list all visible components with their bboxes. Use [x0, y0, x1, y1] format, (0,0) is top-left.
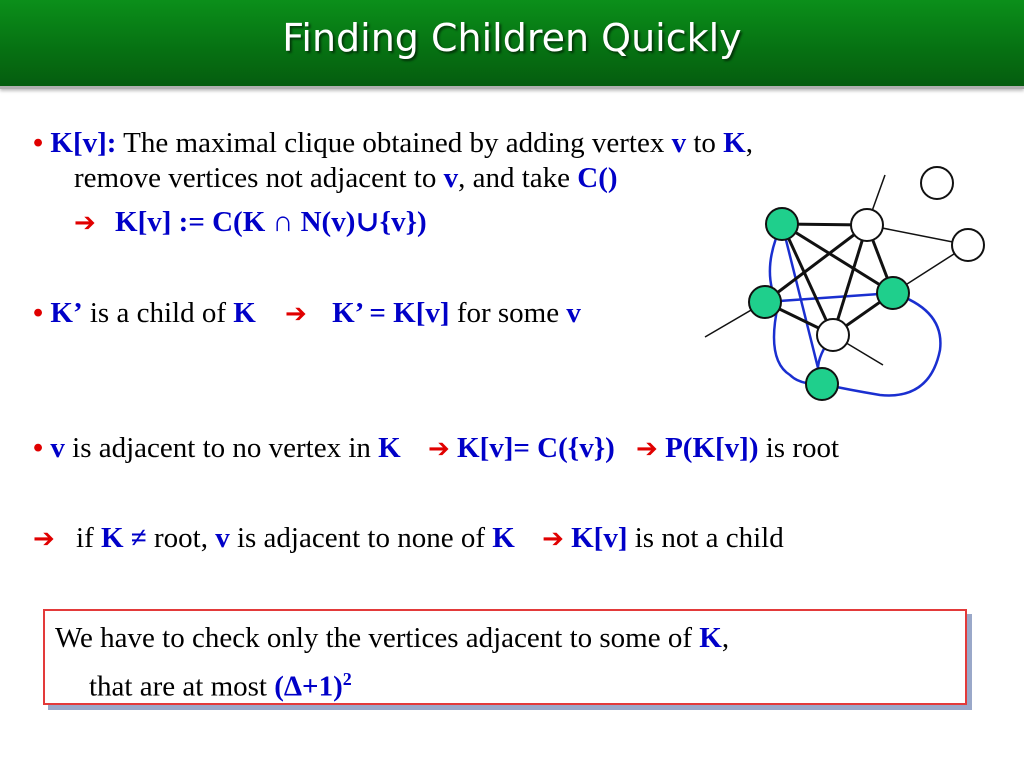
arrow-icon: ➔ [33, 524, 55, 554]
text: root, [146, 522, 216, 554]
arrow-icon: ➔ [542, 524, 564, 554]
text: , and take [458, 162, 578, 194]
exponent: 2 [342, 669, 352, 689]
arrow-icon: ➔ [74, 208, 96, 238]
k-term: K [233, 297, 256, 329]
edge [833, 225, 867, 335]
not-equal: ≠ [130, 522, 147, 554]
vertex [851, 209, 883, 241]
text: is adjacent to none of [229, 522, 493, 554]
text: that are at most [89, 670, 275, 703]
line-4 [33, 296, 581, 331]
k-term: K [723, 127, 746, 159]
edge [765, 293, 893, 302]
text: We have to check only the vertices adjacent to some of [55, 622, 700, 654]
text: , [745, 127, 753, 159]
text: , [721, 622, 730, 654]
edge [782, 224, 822, 384]
bullet: • [33, 297, 44, 329]
text: The maximal clique obtained by adding vertex [116, 127, 672, 159]
kprime-expr: K’ = K[v] [332, 297, 450, 329]
vertex [817, 319, 849, 351]
kv-definition: K[v] := C(K ∩ N(v)∪{v}) [115, 206, 427, 238]
text: is not a child [627, 522, 784, 554]
kv-root-expr: K[v]= C({v}) [457, 432, 615, 464]
clique-vertex [749, 286, 781, 318]
clique-vertex [766, 208, 798, 240]
line-5 [33, 431, 839, 466]
text: if [76, 522, 102, 554]
text: to [686, 127, 724, 159]
text: for some [449, 297, 567, 329]
k-term: K [492, 522, 515, 554]
clique-vertex [877, 277, 909, 309]
arrow-icon: ➔ [285, 299, 307, 329]
k-term: K [101, 522, 124, 554]
delta-term: (Δ+1) [274, 670, 343, 703]
vertex [921, 167, 953, 199]
text: remove vertices not adjacent to [74, 162, 444, 194]
kprime-term: K’ [50, 297, 83, 329]
clique-graph [700, 160, 1000, 410]
bullet: • [33, 127, 44, 159]
slide-title: Finding Children Quickly [282, 16, 742, 60]
v-term: v [215, 522, 230, 554]
colon: : [106, 127, 117, 159]
line-1 [33, 126, 753, 160]
k-term: K [378, 432, 401, 464]
line-6 [33, 521, 784, 556]
text: is a child of [82, 297, 234, 329]
vertex [952, 229, 984, 261]
v-term: v [566, 297, 581, 329]
note-line-2 [89, 662, 352, 704]
line-2 [74, 161, 618, 195]
bullet: • [33, 432, 44, 464]
text: is root [758, 432, 840, 464]
note-line-1 [55, 621, 729, 655]
clique-vertex [806, 368, 838, 400]
k-term: K [699, 622, 722, 654]
arrow-icon: ➔ [427, 434, 450, 464]
title-bar [0, 0, 1024, 89]
line-3 [74, 205, 427, 240]
v-term: v [50, 432, 65, 464]
parent-expr: P(K[v]) [665, 432, 759, 464]
kv-term: K[v] [50, 127, 107, 159]
v-term: v [671, 127, 687, 159]
kv-term: K[v] [571, 522, 628, 554]
text: is adjacent to no vertex in [64, 432, 379, 464]
note-box [43, 609, 967, 705]
arrow-icon: ➔ [636, 434, 658, 464]
v-term: v [443, 162, 459, 194]
c-term: C() [577, 162, 618, 194]
